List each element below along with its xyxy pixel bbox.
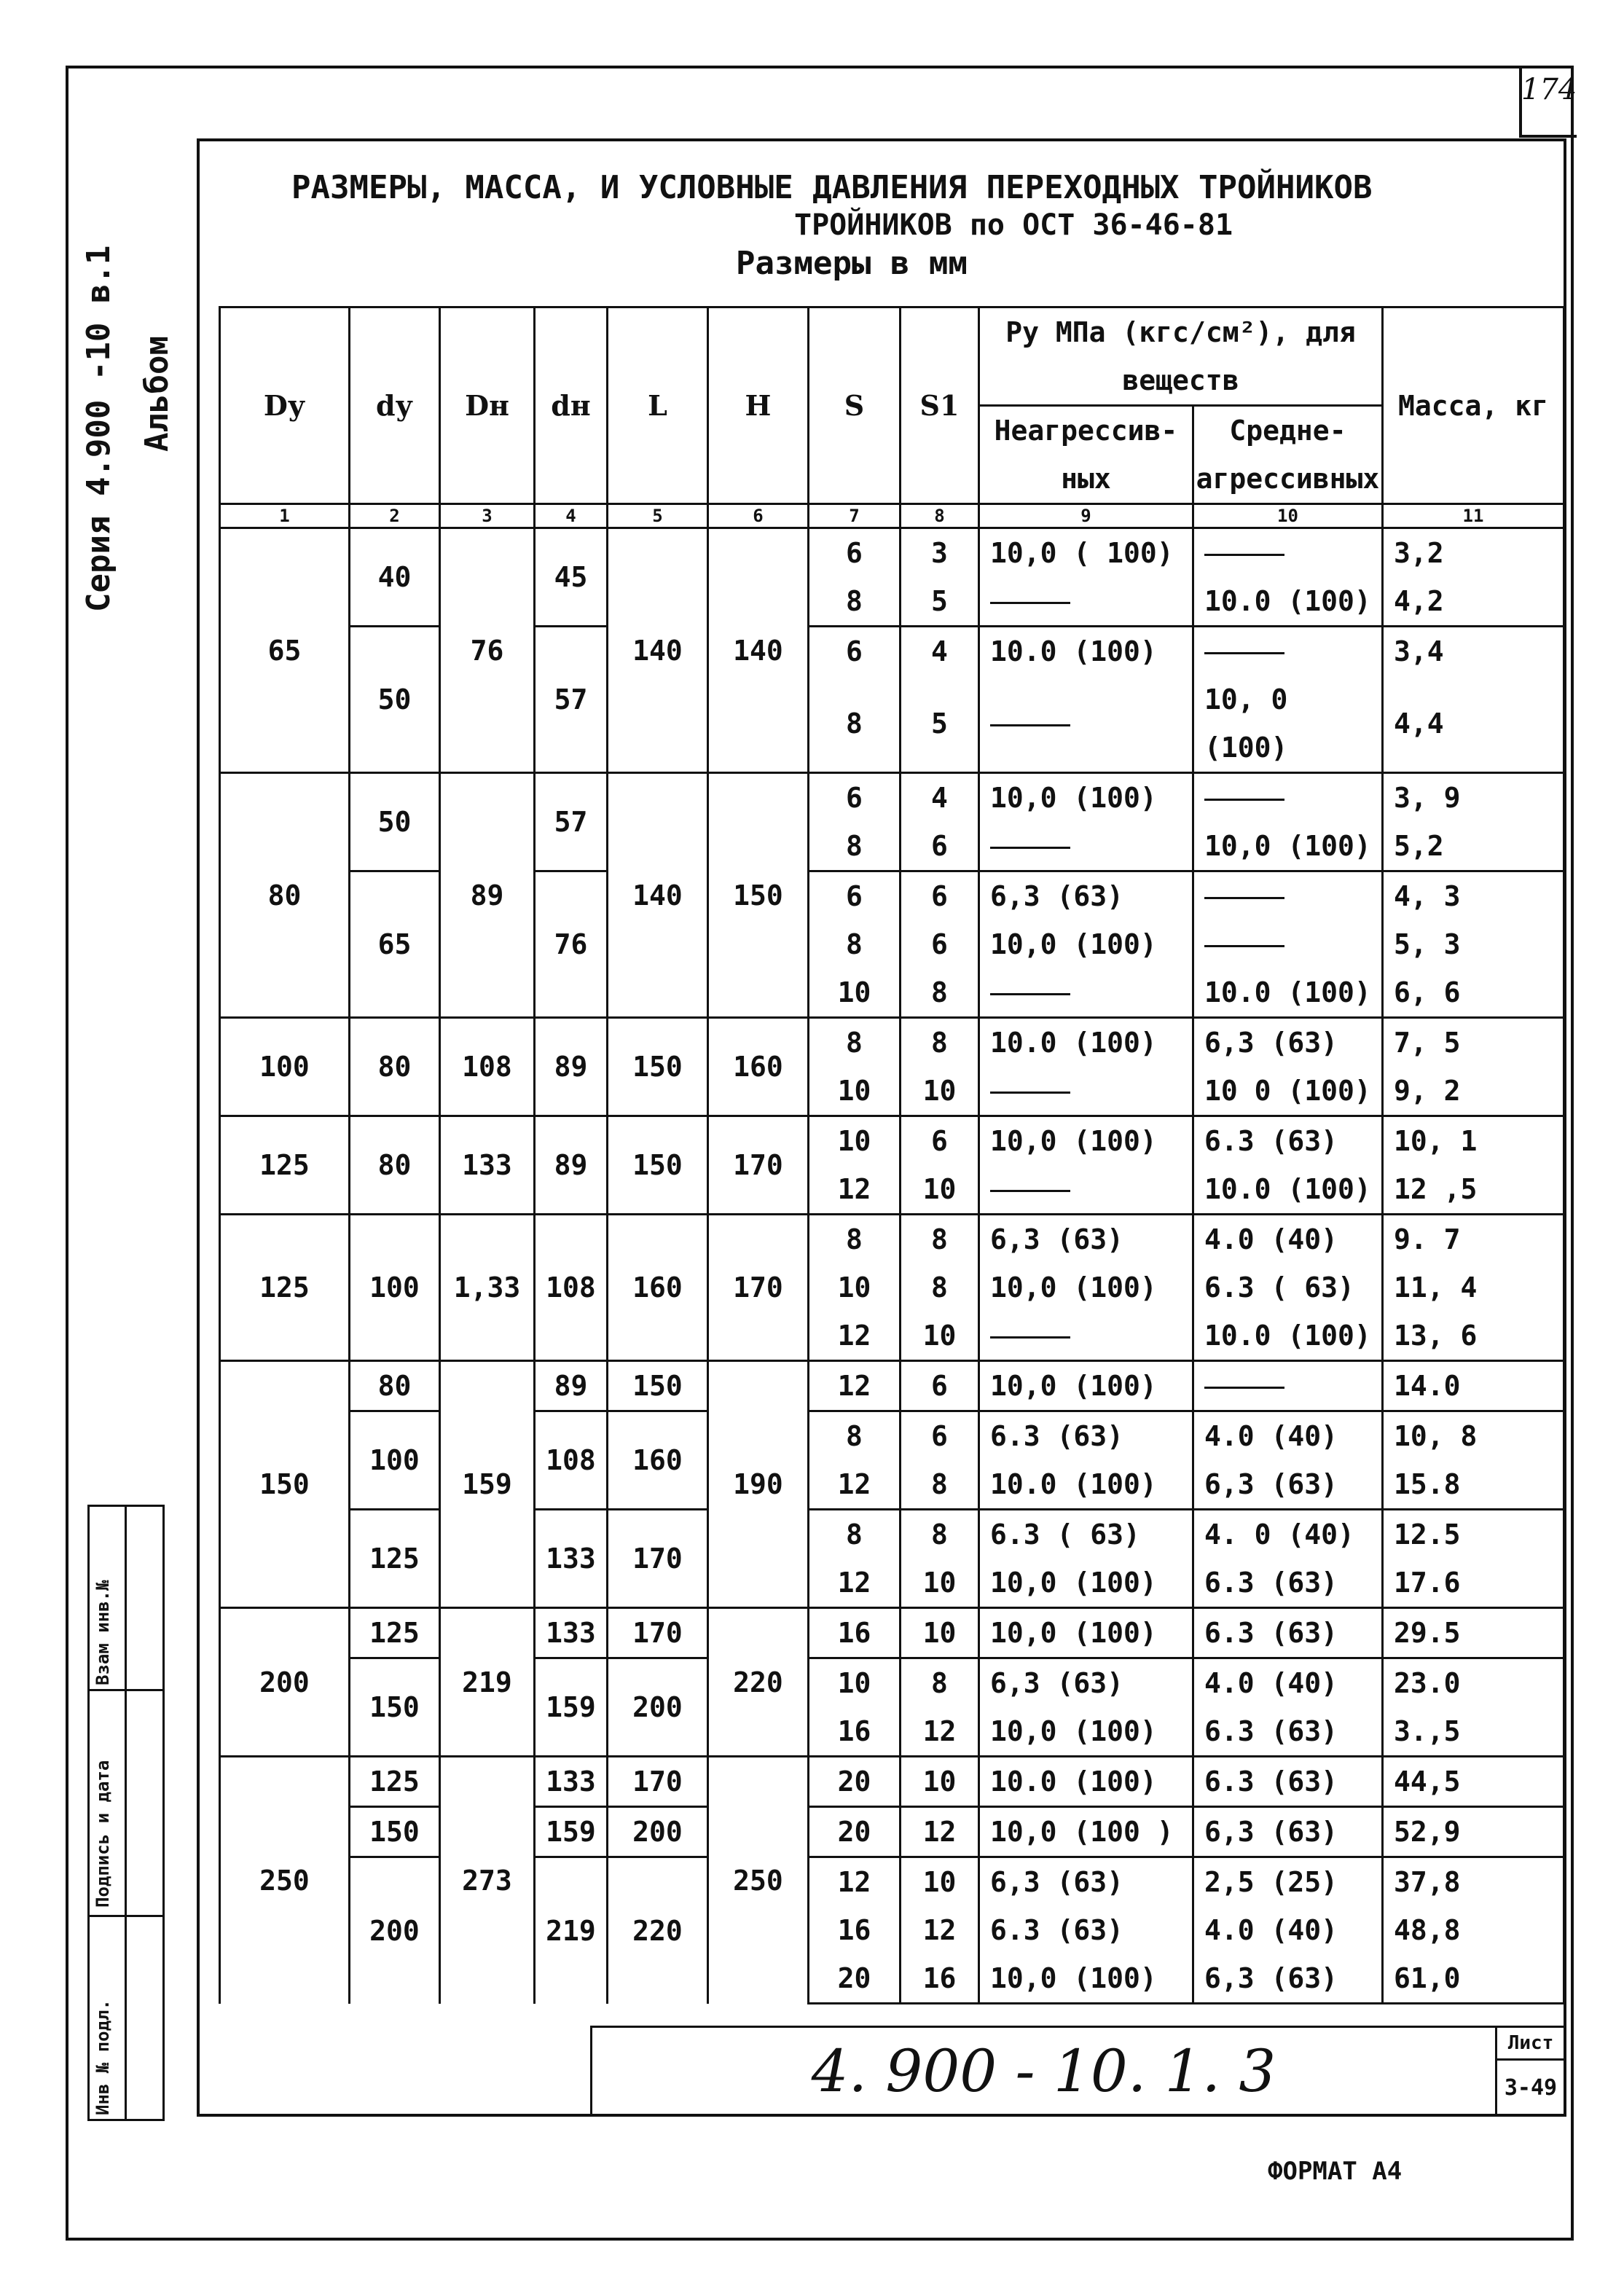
- cell-pressure-medium: 6.3 (63): [1193, 1559, 1383, 1608]
- cell-pressure-nonaggressive: 10,0 ( 100): [979, 528, 1193, 578]
- cell-pressure-nonaggressive: 10,0 (100): [979, 920, 1193, 968]
- dash-mark: [990, 847, 1070, 849]
- cell-dn: 45: [535, 528, 608, 627]
- cell-S1: 6: [901, 1411, 979, 1461]
- cell-mass: 4,2: [1383, 577, 1564, 627]
- cell-pressure-nonaggressive: 10,0 (100): [979, 1559, 1193, 1608]
- cell-pressure-nonaggressive: 10.0 (100): [979, 627, 1193, 676]
- cell-S1: 8: [901, 1658, 979, 1708]
- table-row: [220, 528, 1564, 578]
- cell-S: 20: [809, 1807, 901, 1857]
- cell-dy: 125: [350, 1757, 440, 1807]
- table-row: [220, 1608, 1564, 1658]
- cell-dy: 150: [350, 1807, 440, 1857]
- cell-L: 220: [608, 1857, 708, 2004]
- cell-Dn: 108: [440, 1018, 535, 1116]
- column-number-row: [220, 504, 1564, 528]
- cell-pressure-nonaggressive: 10,0 (100): [979, 1608, 1193, 1658]
- cell-pressure-nonaggressive: 6,3 (63): [979, 1857, 1193, 1907]
- header-Dn: Dн: [440, 307, 535, 504]
- cell-Dy: 125: [220, 1116, 350, 1215]
- table-row: [220, 1411, 1564, 1461]
- dash-mark: [1204, 1387, 1284, 1389]
- cell-pressure-nonaggressive: 10,0 (100): [979, 773, 1193, 823]
- cell-S1: 4: [901, 627, 979, 676]
- cell-dy: 125: [350, 1510, 440, 1608]
- cell-dn: 133: [535, 1608, 608, 1658]
- dimensions-table: [219, 306, 1565, 2004]
- cell-L: 160: [608, 1411, 708, 1510]
- cell-dn: 159: [535, 1658, 608, 1757]
- cell-mass: 3.,5: [1383, 1707, 1564, 1757]
- sheet-number: 3-49: [1496, 2060, 1566, 2116]
- cell-S1: 8: [901, 968, 979, 1018]
- cell-pressure-nonaggressive: [979, 1067, 1193, 1116]
- column-number-5: 5: [608, 504, 708, 528]
- cell-mass: 37,8: [1383, 1857, 1564, 1907]
- title-line-3: Размеры в мм: [736, 245, 968, 282]
- cell-pressure-nonaggressive: 6,3 (63): [979, 1215, 1193, 1264]
- cell-Dy: 65: [220, 528, 350, 773]
- column-number-8: 8: [901, 504, 979, 528]
- side-stamp-signature: Подпись и дата: [93, 1760, 113, 1908]
- cell-pressure-medium: 10.0 (100): [1193, 968, 1383, 1018]
- header-dy: dу: [350, 307, 440, 504]
- cell-S: 8: [809, 1510, 901, 1559]
- cell-S1: 12: [901, 1906, 979, 1954]
- cell-dy: 50: [350, 627, 440, 773]
- cell-pressure-nonaggressive: 10,0 (100): [979, 1954, 1193, 2004]
- cell-L: 170: [608, 1757, 708, 1807]
- title-line-2: ТРОЙНИКОВ по ОСТ 36-46-81: [794, 208, 1233, 242]
- dash-mark: [1204, 897, 1284, 899]
- cell-pressure-nonaggressive: 10.0 (100): [979, 1018, 1193, 1067]
- cell-S: 10: [809, 1658, 901, 1708]
- cell-pressure-medium: 6.3 (63): [1193, 1116, 1383, 1166]
- cell-pressure-medium: [1193, 528, 1383, 578]
- side-stamp-replace: Взам инв.№: [93, 1580, 113, 1685]
- cell-dy: 40: [350, 528, 440, 627]
- cell-pressure-nonaggressive: 6.3 (63): [979, 1906, 1193, 1954]
- cell-Dn: 273: [440, 1757, 535, 2004]
- cell-L: 140: [608, 773, 708, 1018]
- cell-S1: 16: [901, 1954, 979, 2004]
- cell-pressure-medium: 4.0 (40): [1193, 1411, 1383, 1461]
- cell-L: 150: [608, 1116, 708, 1215]
- cell-pressure-nonaggressive: 6,3 (63): [979, 1658, 1193, 1708]
- cell-mass: 5,2: [1383, 822, 1564, 871]
- cell-mass: 48,8: [1383, 1906, 1564, 1954]
- cell-pressure-nonaggressive: 6.3 ( 63): [979, 1510, 1193, 1559]
- cell-S: 8: [809, 822, 901, 871]
- document-code: 4. 900 - 10. 1. 3: [592, 2027, 1496, 2116]
- column-number-10: 10: [1193, 504, 1383, 528]
- table-row: [220, 1658, 1564, 1708]
- column-number-1: 1: [220, 504, 350, 528]
- cell-mass: 44,5: [1383, 1757, 1564, 1807]
- cell-S1: 10: [901, 1757, 979, 1807]
- cell-S: 20: [809, 1954, 901, 2004]
- cell-S1: 6: [901, 1116, 979, 1166]
- dash-mark: [990, 724, 1070, 726]
- table-row: [220, 1018, 1564, 1067]
- cell-dn: 89: [535, 1116, 608, 1215]
- table-row: [220, 1857, 1564, 1907]
- cell-pressure-medium: 10,0 (100): [1193, 822, 1383, 871]
- dash-mark: [990, 602, 1070, 604]
- cell-Dn: 159: [440, 1361, 535, 1608]
- cell-S1: 5: [901, 675, 979, 773]
- cell-S: 16: [809, 1906, 901, 1954]
- cell-Dn: 76: [440, 528, 535, 773]
- cell-pressure-medium: 4.0 (40): [1193, 1215, 1383, 1264]
- cell-pressure-medium: 6,3 (63): [1193, 1954, 1383, 2004]
- cell-dy: 80: [350, 1116, 440, 1215]
- cell-S1: 6: [901, 920, 979, 968]
- cell-H: 250: [708, 1757, 809, 2004]
- cell-pressure-nonaggressive: [979, 1165, 1193, 1215]
- dash-mark: [1204, 652, 1284, 654]
- cell-pressure-nonaggressive: 10,0 (100): [979, 1707, 1193, 1757]
- cell-H: 190: [708, 1361, 809, 1608]
- cell-S1: 8: [901, 1018, 979, 1067]
- header-dn: dн: [535, 307, 608, 504]
- cell-S1: 6: [901, 871, 979, 921]
- cell-S: 10: [809, 1263, 901, 1312]
- cell-S1: 10: [901, 1559, 979, 1608]
- cell-mass: 29.5: [1383, 1608, 1564, 1658]
- cell-pressure-nonaggressive: [979, 675, 1193, 773]
- cell-S1: 10: [901, 1067, 979, 1116]
- cell-S1: 10: [901, 1165, 979, 1215]
- table-row: [220, 871, 1564, 921]
- cell-S: 6: [809, 528, 901, 578]
- cell-mass: 23.0: [1383, 1658, 1564, 1708]
- cell-H: 170: [708, 1116, 809, 1215]
- cell-S1: 8: [901, 1510, 979, 1559]
- cell-mass: 13, 6: [1383, 1312, 1564, 1361]
- cell-S1: 6: [901, 822, 979, 871]
- cell-dn: 89: [535, 1018, 608, 1116]
- cell-dy: 150: [350, 1658, 440, 1757]
- table-row: [220, 773, 1564, 823]
- column-number-4: 4: [535, 504, 608, 528]
- cell-S: 8: [809, 1215, 901, 1264]
- cell-mass: 10, 8: [1383, 1411, 1564, 1461]
- cell-pressure-nonaggressive: [979, 822, 1193, 871]
- cell-pressure-medium: [1193, 627, 1383, 676]
- cell-S1: 4: [901, 773, 979, 823]
- cell-mass: 17.6: [1383, 1559, 1564, 1608]
- cell-dn: 89: [535, 1361, 608, 1411]
- cell-L: 150: [608, 1018, 708, 1116]
- cell-S: 10: [809, 1116, 901, 1166]
- cell-Dn: 219: [440, 1608, 535, 1757]
- cell-mass: 5, 3: [1383, 920, 1564, 968]
- cell-Dy: 200: [220, 1608, 350, 1757]
- cell-pressure-medium: 4.0 (40): [1193, 1658, 1383, 1708]
- page-number: 174: [1521, 73, 1577, 106]
- cell-S: 6: [809, 627, 901, 676]
- cell-mass: 10, 1: [1383, 1116, 1564, 1166]
- cell-mass: 9, 2: [1383, 1067, 1564, 1116]
- cell-pressure-nonaggressive: 6,3 (63): [979, 871, 1193, 921]
- cell-dy: 100: [350, 1215, 440, 1361]
- series-label: Серия 4.900 -10 в.1: [80, 245, 117, 612]
- cell-Dy: 80: [220, 773, 350, 1018]
- dash-mark: [990, 993, 1070, 995]
- cell-dn: 57: [535, 773, 608, 871]
- cell-S1: 10: [901, 1608, 979, 1658]
- cell-L: 140: [608, 528, 708, 773]
- cell-S: 10: [809, 1067, 901, 1116]
- cell-H: 160: [708, 1018, 809, 1116]
- cell-S: 12: [809, 1361, 901, 1411]
- cell-dn: 159: [535, 1807, 608, 1857]
- cell-H: 170: [708, 1215, 809, 1361]
- cell-S1: 5: [901, 577, 979, 627]
- cell-pressure-medium: 4. 0 (40): [1193, 1510, 1383, 1559]
- cell-mass: 3,4: [1383, 627, 1564, 676]
- cell-mass: 15.8: [1383, 1460, 1564, 1510]
- cell-mass: 12.5: [1383, 1510, 1564, 1559]
- cell-S: 20: [809, 1757, 901, 1807]
- cell-L: 200: [608, 1658, 708, 1757]
- side-stamp-inv: Инв № подл.: [93, 1999, 113, 2115]
- dash-mark: [1204, 554, 1284, 556]
- dash-mark: [1204, 799, 1284, 801]
- cell-pressure-medium: 10.0 (100): [1193, 1165, 1383, 1215]
- cell-S: 16: [809, 1707, 901, 1757]
- header-S1: S1: [901, 307, 979, 504]
- column-number-9: 9: [979, 504, 1193, 528]
- cell-Dn: 1,33: [440, 1215, 535, 1361]
- cell-dy: 125: [350, 1608, 440, 1658]
- dash-mark: [990, 1190, 1070, 1192]
- cell-S1: 12: [901, 1707, 979, 1757]
- cell-pressure-nonaggressive: [979, 968, 1193, 1018]
- cell-pressure-medium: 6.3 ( 63): [1193, 1263, 1383, 1312]
- cell-S1: 6: [901, 1361, 979, 1411]
- cell-S1: 10: [901, 1857, 979, 1907]
- cell-dy: 65: [350, 871, 440, 1018]
- header-mass: Масса, кг: [1383, 307, 1564, 504]
- cell-mass: 4,4: [1383, 675, 1564, 773]
- cell-pressure-nonaggressive: 6.3 (63): [979, 1411, 1193, 1461]
- table-row: [220, 1116, 1564, 1166]
- cell-pressure-nonaggressive: 10,0 (100 ): [979, 1807, 1193, 1857]
- dash-mark: [990, 1336, 1070, 1339]
- cell-Dn: 89: [440, 773, 535, 1018]
- cell-pressure-nonaggressive: 10,0 (100): [979, 1116, 1193, 1166]
- cell-pressure-medium: 6,3 (63): [1193, 1460, 1383, 1510]
- cell-S: 6: [809, 773, 901, 823]
- cell-L: 170: [608, 1608, 708, 1658]
- cell-pressure-medium: [1193, 1361, 1383, 1411]
- cell-dy: 80: [350, 1018, 440, 1116]
- cell-pressure-medium: 4.0 (40): [1193, 1906, 1383, 1954]
- cell-S1: 8: [901, 1460, 979, 1510]
- cell-pressure-medium: 10.0 (100): [1193, 577, 1383, 627]
- cell-dn: 57: [535, 627, 608, 773]
- side-stamp: [87, 1505, 165, 2121]
- cell-S: 8: [809, 577, 901, 627]
- cell-pressure-medium: [1193, 920, 1383, 968]
- cell-S: 8: [809, 920, 901, 968]
- cell-S: 8: [809, 675, 901, 773]
- cell-pressure-medium: 2,5 (25): [1193, 1857, 1383, 1907]
- header-pressure-nonaggressive: Неагрессив-ных: [979, 406, 1193, 504]
- cell-dy: 200: [350, 1857, 440, 2004]
- cell-S: 6: [809, 871, 901, 921]
- cell-pressure-nonaggressive: 10,0 (100): [979, 1361, 1193, 1411]
- cell-dy: 80: [350, 1361, 440, 1411]
- cell-pressure-medium: 10, 0 (100): [1193, 675, 1383, 773]
- cell-S: 12: [809, 1559, 901, 1608]
- cell-Dn: 133: [440, 1116, 535, 1215]
- cell-S: 8: [809, 1411, 901, 1461]
- cell-pressure-medium: 6.3 (63): [1193, 1757, 1383, 1807]
- column-number-6: 6: [708, 504, 809, 528]
- cell-mass: 3,2: [1383, 528, 1564, 578]
- cell-S: 16: [809, 1608, 901, 1658]
- cell-pressure-nonaggressive: 10.0 (100): [979, 1460, 1193, 1510]
- cell-mass: 12 ,5: [1383, 1165, 1564, 1215]
- header-H: H: [708, 307, 809, 504]
- cell-Dy: 250: [220, 1757, 350, 2004]
- cell-S: 12: [809, 1460, 901, 1510]
- cell-pressure-medium: 6.3 (63): [1193, 1707, 1383, 1757]
- title-block: [590, 2026, 1566, 2117]
- cell-mass: 9. 7: [1383, 1215, 1564, 1264]
- cell-mass: 6, 6: [1383, 968, 1564, 1018]
- cell-pressure-medium: [1193, 871, 1383, 921]
- cell-mass: 3, 9: [1383, 773, 1564, 823]
- sheet-label: Лист: [1496, 2027, 1566, 2060]
- cell-Dy: 150: [220, 1361, 350, 1608]
- title-line-1: РАЗМЕРЫ, МАССА, И УСЛОВНЫЕ ДАВЛЕНИЯ ПЕРЕХОДНЫХ ТРОЙНИКОВ: [291, 169, 1373, 206]
- cell-dn: 133: [535, 1757, 608, 1807]
- table-row: [220, 1510, 1564, 1559]
- dash-mark: [990, 1092, 1070, 1094]
- cell-mass: 7, 5: [1383, 1018, 1564, 1067]
- cell-L: 200: [608, 1807, 708, 1857]
- cell-L: 160: [608, 1215, 708, 1361]
- cell-mass: 11, 4: [1383, 1263, 1564, 1312]
- cell-pressure-medium: 10 0 (100): [1193, 1067, 1383, 1116]
- cell-pressure-medium: 10.0 (100): [1193, 1312, 1383, 1361]
- cell-H: 140: [708, 528, 809, 773]
- album-label: Альбом: [138, 336, 176, 452]
- cell-S1: 10: [901, 1312, 979, 1361]
- table-row: [220, 627, 1564, 676]
- cell-S1: 8: [901, 1215, 979, 1264]
- cell-pressure-nonaggressive: 10.0 (100): [979, 1757, 1193, 1807]
- cell-mass: 14.0: [1383, 1361, 1564, 1411]
- cell-dn: 108: [535, 1215, 608, 1361]
- cell-dn: 76: [535, 871, 608, 1018]
- cell-S: 12: [809, 1857, 901, 1907]
- column-number-11: 11: [1383, 504, 1564, 528]
- cell-pressure-medium: [1193, 773, 1383, 823]
- cell-pressure-nonaggressive: 10,0 (100): [979, 1263, 1193, 1312]
- column-number-7: 7: [809, 504, 901, 528]
- cell-H: 220: [708, 1608, 809, 1757]
- cell-L: 150: [608, 1361, 708, 1411]
- cell-mass: 61,0: [1383, 1954, 1564, 2004]
- cell-L: 170: [608, 1510, 708, 1608]
- cell-dn: 133: [535, 1510, 608, 1608]
- header-pressure-medium: Средне-агрессивных: [1193, 406, 1383, 504]
- cell-dn: 219: [535, 1857, 608, 2004]
- header-L: L: [608, 307, 708, 504]
- cell-dy: 50: [350, 773, 440, 871]
- cell-S1: 12: [901, 1807, 979, 1857]
- table-row: [220, 1215, 1564, 1264]
- dash-mark: [1204, 945, 1284, 947]
- format-label: ФОРМАТ А4: [1268, 2157, 1403, 2186]
- cell-mass: 4, 3: [1383, 871, 1564, 921]
- table-row: [220, 1807, 1564, 1857]
- cell-Dy: 125: [220, 1215, 350, 1361]
- cell-pressure-nonaggressive: [979, 1312, 1193, 1361]
- cell-pressure-medium: 6.3 (63): [1193, 1608, 1383, 1658]
- header-S: S: [809, 307, 901, 504]
- column-number-2: 2: [350, 504, 440, 528]
- cell-S: 8: [809, 1018, 901, 1067]
- cell-dy: 100: [350, 1411, 440, 1510]
- cell-pressure-medium: 6,3 (63): [1193, 1807, 1383, 1857]
- cell-Dy: 100: [220, 1018, 350, 1116]
- cell-S: 12: [809, 1165, 901, 1215]
- cell-dn: 108: [535, 1411, 608, 1510]
- cell-mass: 52,9: [1383, 1807, 1564, 1857]
- cell-S: 12: [809, 1312, 901, 1361]
- table-row: [220, 1757, 1564, 1807]
- table-row: [220, 1361, 1564, 1411]
- header-pressure: Ру МПа (кгс/см²), для веществ: [979, 307, 1383, 406]
- column-number-3: 3: [440, 504, 535, 528]
- header-Dy: Dу: [220, 307, 350, 504]
- cell-H: 150: [708, 773, 809, 1018]
- cell-pressure-medium: 6,3 (63): [1193, 1018, 1383, 1067]
- cell-S1: 3: [901, 528, 979, 578]
- cell-pressure-nonaggressive: [979, 577, 1193, 627]
- cell-S1: 8: [901, 1263, 979, 1312]
- cell-S: 10: [809, 968, 901, 1018]
